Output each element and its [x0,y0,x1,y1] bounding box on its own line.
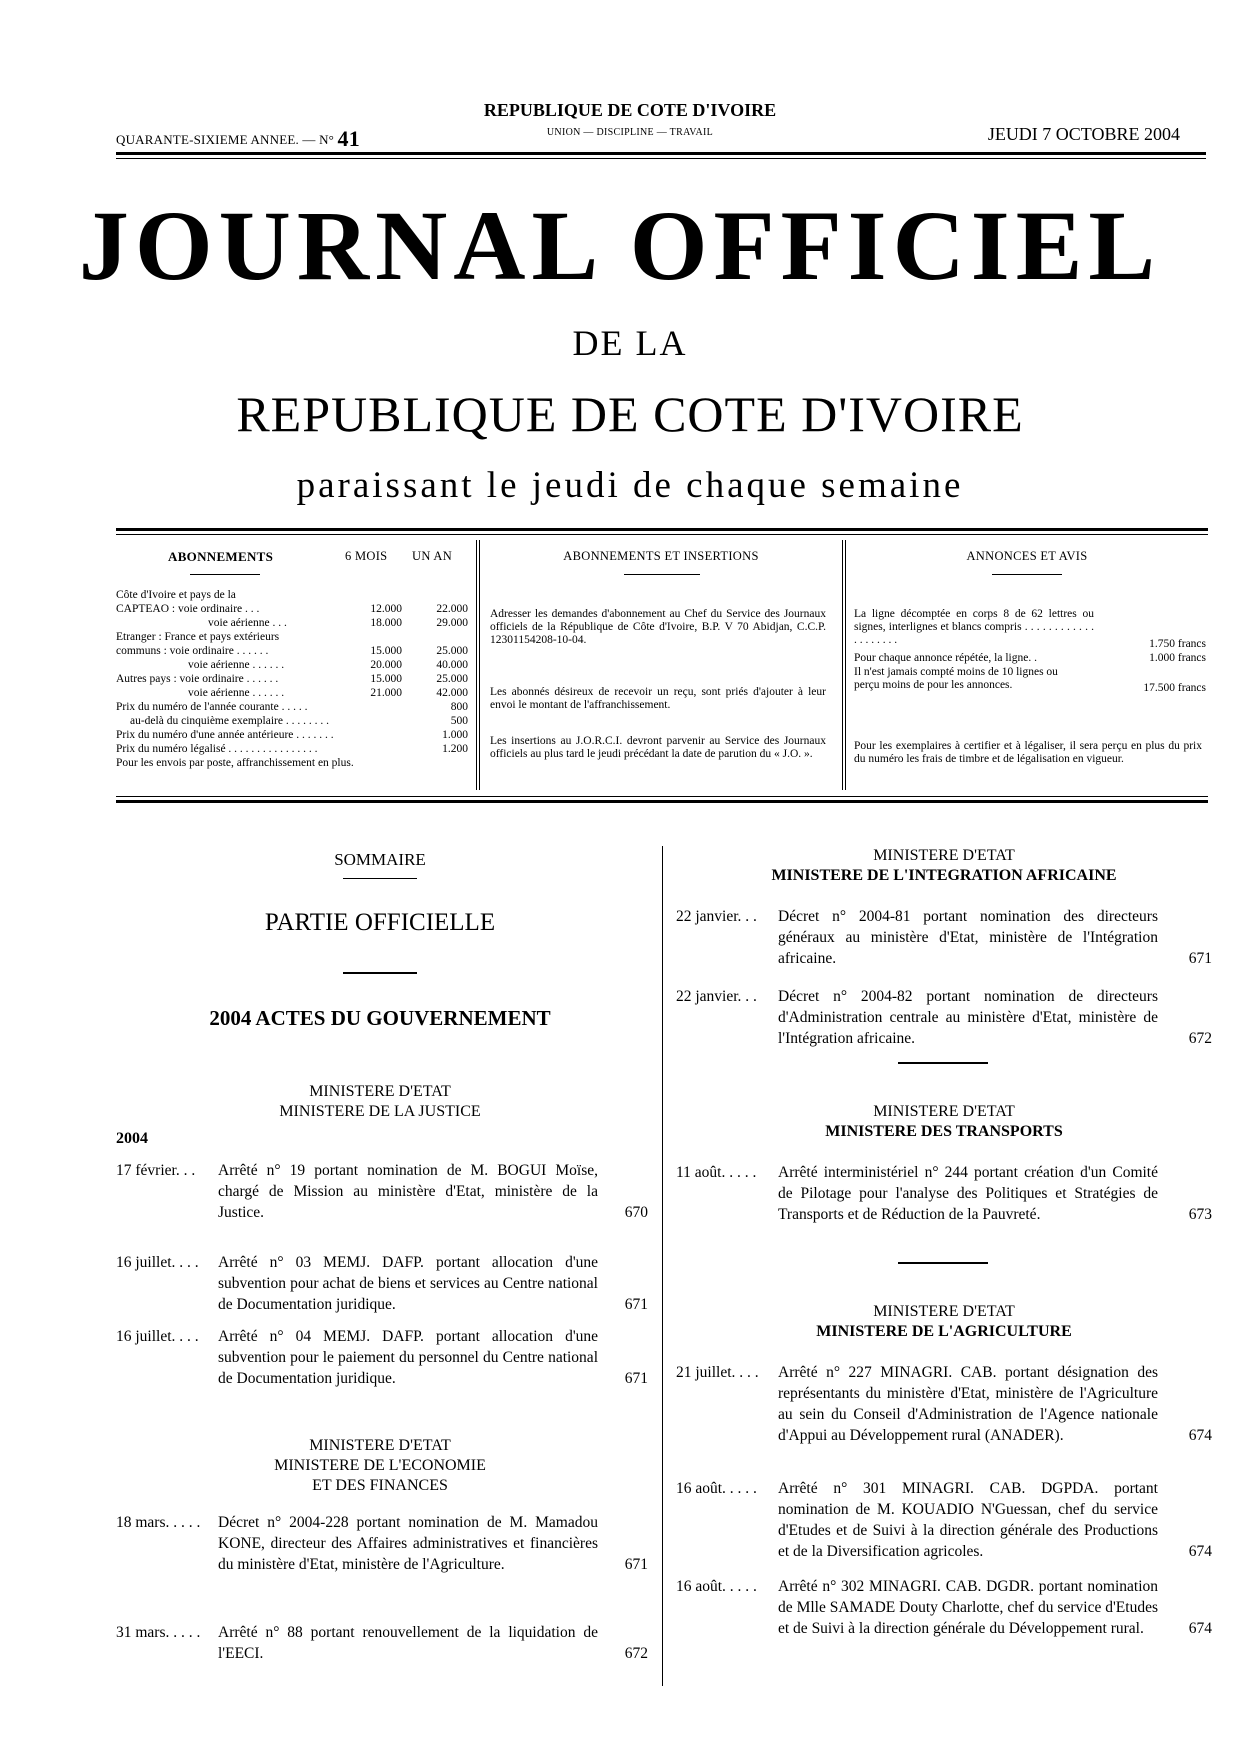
partie-officielle: PARTIE OFFICIELLE [264,909,496,936]
economie-line3: ET DES FINANCES [312,1477,448,1494]
sommaire-entry[interactable] [676,1576,1212,1676]
justice-year: 2004 [116,1130,148,1147]
subscription-label: Etranger : France et pays extérieurs [116,631,280,643]
entry-description: Arrêté n° 302 MINAGRI. CAB. DGDR. portant nomination de Mlle SAMADE Douty Charlotte, chef du service d'Etudes et de Suivi à la direction générale du Développement rural. [778,1578,1158,1637]
subscription-price-an: 22.000 [436,603,468,615]
header-rule-thin [116,158,1206,159]
issue-number: 41 [337,126,360,151]
masthead-de-la: DE LA [572,323,688,363]
entry-page-number: 673 [1188,1206,1212,1223]
agriculture-line2: MINISTERE DE L'AGRICULTURE [816,1323,1072,1340]
subscription-price-6mois: 12.000 [370,603,402,615]
agriculture-ministry [680,1302,1208,1342]
entry-date: 16 août. . . . . [676,1578,757,1595]
sommaire-entry[interactable] [676,1162,1212,1262]
actes-heading: 2004 ACTES DU GOUVERNEMENT [209,1006,551,1030]
subscription-label: Autres pays : voie ordinaire . . . . . . [116,673,279,685]
entry-date: 17 février. . . [116,1162,196,1179]
integration-line2: MINISTERE DE L'INTEGRATION AFRICAINE [771,867,1117,884]
subscription-price-an: 800 [450,701,468,713]
box-top-rule [116,528,1208,531]
entry-description: Décret n° 2004-228 portant nomination de M. Mamadou KONE, directeur des Affaires administratives et financières du ministère d'Etat, ministère de l'Agriculture. [218,1514,598,1573]
agriculture-line1: MINISTERE D'ETAT [873,1303,1015,1320]
subscription-label: Prix du numéro légalisé . . . . . . . . . . . . . . . . [116,743,318,755]
entry-page-number: 671 [624,1556,648,1573]
subscription-price-an: 25.000 [436,673,468,685]
entry-date: 11 août. . . . . [676,1164,757,1181]
subscription-label: au-delà du cinquième exemplaire . . . . . . . . [130,715,329,727]
transports-separator [898,1262,988,1264]
sommaire-heading: SOMMAIRE [334,850,426,869]
sommaire-entry[interactable] [116,1512,648,1612]
annonces-underline [992,574,1062,575]
transports-line1: MINISTERE D'ETAT [873,1103,1015,1120]
entry-description: Arrêté n° 03 MEMJ. DAFP. portant allocation d'une subvention pour achat de biens et services au Centre national de Documentation juridique. [218,1254,598,1313]
subscriptions-intro-text: Côte d'Ivoire et pays de la [116,589,236,601]
entry-description: Arrêté n° 227 MINAGRI. CAB. portant désignation des représentants du ministère d'Etat, ministère de l'Agriculture au sein du Conseil d'Administration de l'Agence nationale d'Appui au Développement rural (ANADER). [778,1364,1158,1444]
subscription-price-an: 29.000 [436,617,468,629]
subscription-label: voie aérienne . . . [208,617,287,629]
justice-line1: MINISTERE D'ETAT [309,1083,451,1100]
economie-ministry [116,1436,644,1496]
subscription-label: Pour les envois par poste, affranchissement en plus. [116,757,354,769]
box-divider-1 [476,540,477,790]
entry-description: Arrêté n° 301 MINAGRI. CAB. DGPDA. portant nomination de M. KOUADIO N'Guessan, chef du service d'Etudes et de Suivi à la direction générale des Productions et de la Diversification agricoles. [778,1480,1158,1560]
col-un-an: UN AN [412,549,453,563]
entry-date: 16 juillet. . . . [116,1328,199,1345]
col-6-mois: 6 MOIS [345,549,388,563]
entry-date: 31 mars. . . . . [116,1624,201,1641]
header-republic-block [430,100,830,138]
entry-page-number: 671 [624,1296,648,1313]
sommaire-underline [343,878,417,879]
entry-page-number: 670 [624,1204,648,1221]
box-top-rule-thin [116,534,1208,535]
integration-ministry [680,846,1208,886]
transports-ministry [680,1102,1208,1142]
masthead-republic: REPUBLIQUE DE COTE D'IVOIRE [236,386,1024,442]
subscriptions-underline [190,574,260,575]
header-rule-thick [116,152,1206,155]
header-republic: REPUBLIQUE DE COTE D'IVOIRE [483,100,777,120]
entry-page-number: 671 [1188,950,1212,967]
insertions-receipt: Les abonnés désireux de recevoir un reçu, sont priés d'ajouter à leur envoi le montant de l'affranchissement. [490,686,826,711]
subscription-price-6mois: 15.000 [370,645,402,657]
subscription-price-an: 500 [450,715,468,727]
justice-ministry [116,1082,644,1122]
box-divider-2b [845,540,846,790]
entry-page-number: 672 [624,1645,648,1662]
annonces-line1: La ligne décomptée en corps 8 de 62 lettres ou signes, interlignes et blancs compris . . . . . . . . . . . . . . . . . . . . [854,608,1094,646]
box-bottom-rule [116,800,1208,803]
subscription-label: communs : voie ordinaire . . . . . . [116,645,269,657]
issue-line [116,126,360,152]
subscription-label: CAPTEAO : voie ordinaire . . . [116,603,260,615]
annonces-price1: 1.750 francs [1149,638,1206,650]
entry-description: Décret n° 2004-82 portant nomination de directeurs d'Administration centrale au ministère d'Etat, ministère de l'Intégration africaine. [778,988,1158,1047]
entry-date: 22 janvier. . . [676,988,757,1005]
header-motto: UNION — DISCIPLINE — TRAVAIL [546,127,714,138]
subscription-label: voie aérienne . . . . . . [188,659,285,671]
insertions-underline [624,574,700,575]
issue-date: JEUDI 7 OCTOBRE 2004 [987,124,1180,144]
sommaire-entry[interactable] [676,986,1212,1086]
sommaire-entry[interactable] [676,1362,1212,1462]
entry-description: Arrêté n° 04 MEMJ. DAFP. portant allocation d'une subvention pour le paiement du personnel du Centre national de Documentation juridique. [218,1328,598,1387]
subscription-price-an: 1.000 [442,729,468,741]
subscription-price-an: 1.200 [442,743,468,755]
entry-date: 21 juillet. . . . [676,1364,759,1381]
annonces-line3: Il n'est jamais compté moins de 10 lignes ou perçu moins de pour les annonces. [854,666,1058,691]
partie-underline [343,972,417,974]
subscription-price-an: 25.000 [436,645,468,657]
transports-line2: MINISTERE DES TRANSPORTS [825,1123,1063,1140]
box-divider-2 [842,540,843,790]
annonces-line2: Pour chaque annonce répétée, la ligne. . [854,652,1037,664]
entry-page-number: 671 [624,1370,648,1387]
economie-line2: MINISTERE DE L'ECONOMIE [274,1457,486,1474]
journal-title: JOURNAL OFFICIEL [78,190,1162,301]
integration-line1: MINISTERE D'ETAT [873,847,1015,864]
subscription-price-6mois: 15.000 [370,673,402,685]
box-bottom-rule-thin [116,796,1208,797]
insertions-address: Adresser les demandes d'abonnement au Chef du Service des Journaux officiels de la République de Côte d'Ivoire, B.P. V 70 Abidjan, C.C.P. 12301154208-10-04. [490,608,826,646]
box-divider-1b [479,540,480,790]
subscription-price-6mois: 21.000 [370,687,402,699]
entry-page-number: 674 [1188,1620,1212,1637]
subscription-price-an: 42.000 [436,687,468,699]
entry-description: Arrêté interministériel n° 244 portant création d'un Comité de Pilotage pour l'analyse des Politiques et Stratégies de Transports et de Réduction de la Pauvreté. [778,1164,1158,1223]
entry-description: Arrêté n° 19 portant nomination de M. BOGUI Moïse, chargé de Mission au ministère d'Etat, ministère de la Justice. [218,1162,598,1221]
entry-page-number: 674 [1188,1543,1212,1560]
entry-page-number: 674 [1188,1427,1212,1444]
masthead-tagline: paraissant le jeudi de chaque semaine [296,465,964,506]
sommaire-entry[interactable] [116,1326,648,1426]
sommaire-entry[interactable] [676,1478,1212,1578]
year-label: QUARANTE-SIXIEME ANNEE. — N° [116,132,335,147]
insertions-deadline: Les insertions au J.O.R.C.I. devront parvenir au Service des Journaux officiels au plus tard le jeudi précédant la date de parution du « J.O. ». [490,735,826,760]
integration-separator [898,1062,988,1064]
entry-description: Décret n° 2004-81 portant nomination des directeurs généraux au ministère d'Etat, ministère de l'Intégration africaine. [778,908,1158,967]
annonces-legalisation: Pour les exemplaires à certifier et à légaliser, il sera perçu en plus du prix du numéro les frais de timbre et de légalisation en vigueur. [854,740,1202,765]
subscription-price-6mois: 20.000 [370,659,402,671]
insertions-heading: ABONNEMENTS ET INSERTIONS [563,549,759,563]
subscription-label: Prix du numéro d'une année antérieure . . . . . . . [116,729,334,741]
economie-line1: MINISTERE D'ETAT [309,1437,451,1454]
justice-line2: MINISTERE DE LA JUSTICE [279,1103,481,1120]
sommaire-entry[interactable] [116,1622,648,1722]
column-divider [662,846,663,1686]
subscription-price-6mois: 18.000 [370,617,402,629]
subscription-label: voie aérienne . . . . . . [188,687,285,699]
entry-description: Arrêté n° 88 portant renouvellement de la liquidation de l'EECI. [218,1624,598,1662]
entry-date: 22 janvier. . . [676,908,757,925]
subscription-label: Prix du numéro de l'année courante . . . . . [116,701,308,713]
entry-date: 18 mars. . . . . [116,1514,201,1531]
sommaire-entry[interactable] [116,1160,648,1260]
annonces-heading: ANNONCES ET AVIS [966,549,1088,563]
annonces-price2: 1.000 francs [1149,652,1206,664]
entry-date: 16 juillet. . . . [116,1254,199,1271]
subscription-price-an: 40.000 [436,659,468,671]
annonces-price3: 17.500 francs [1143,682,1206,694]
entry-page-number: 672 [1188,1030,1212,1047]
entry-date: 16 août. . . . . [676,1480,757,1497]
subscriptions-heading: ABONNEMENTS [168,549,274,564]
